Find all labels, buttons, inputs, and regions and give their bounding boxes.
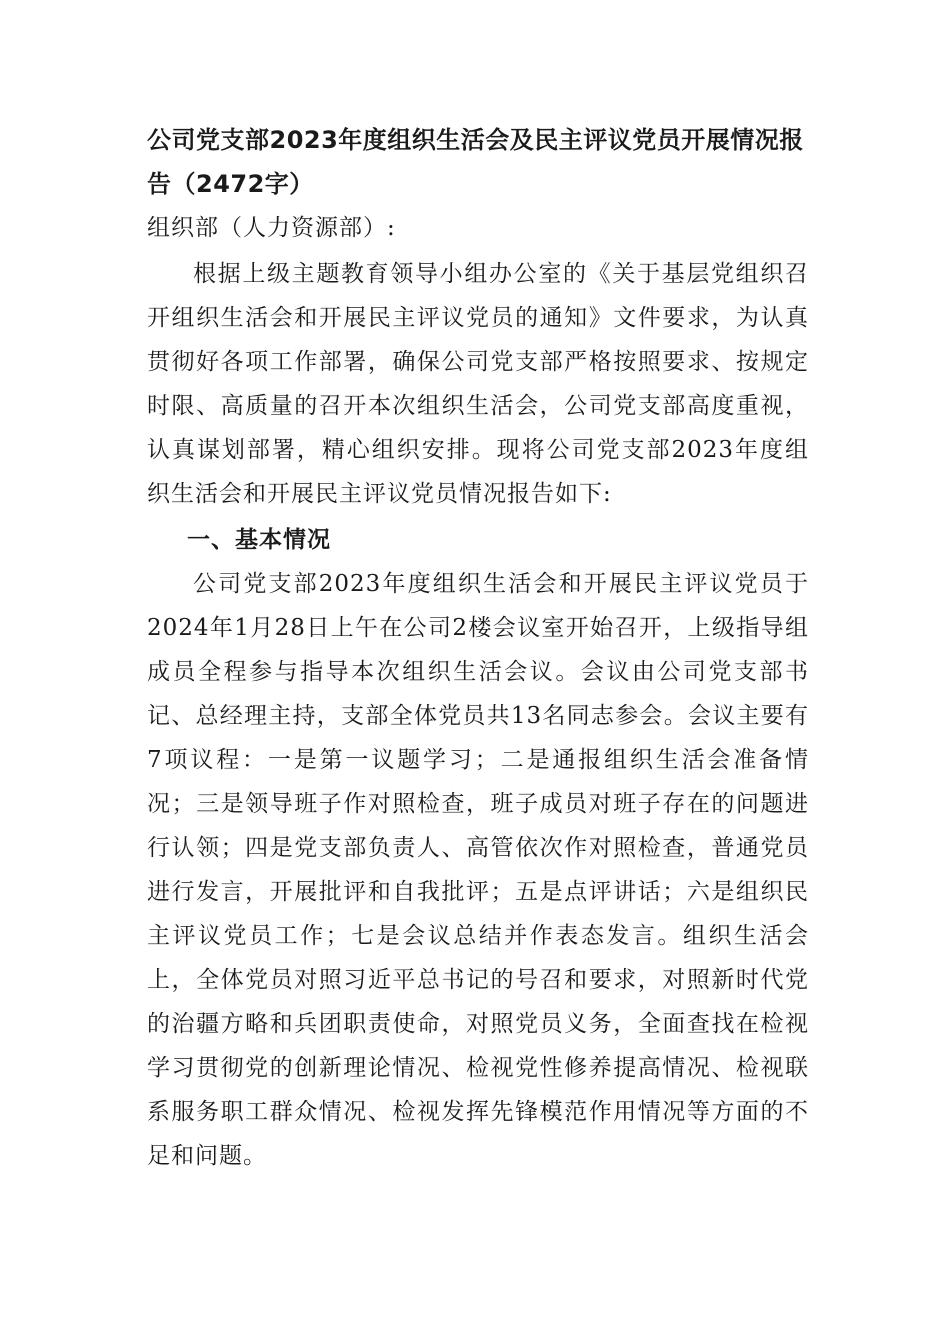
intro-paragraph: 根据上级主题教育领导小组办公室的《关于基层党组织召开组织生活会和开展民主评议党员的通知》文件要求，为认真贯彻好各项工作部署，确保公司党支部严格按照要求、按规定时限、高质量的召开本次组织生活会，公司党支部高度重视，认真谋划部署，精心组织安排。现将公司党支部2023年度组织生活会和开展民主评议党员情况报告如下:	[147, 261, 809, 507]
salutation: 组织部（人力资源部）:	[147, 215, 396, 241]
section-paragraph-basic-situation: 公司党支部2023年度组织生活会和开展民主评议党员于2024年1月28日上午在公司2楼会议室开始召开，上级指导组成员全程参与指导本次组织生活会议。会议由公司党支部书记、总经理主持，支部全体党员共13名同志参会。会议主要有7项议程：一是第一议题学习；二是通报组织生活会准备情况；三是领导班子作对照检查，班子成员对班子存在的问题进行认领；四是党支部负责人、高管依次作对照检查，普通党员进行发言，开展批评和自我批评；五是点评讲话；六是组织民主评议党员工作；七是会议总结并作表态发言。组织生活会上，全体党员对照习近平总书记的号召和要求，对照新时代党的治疆方略和兵团职责使命，对照党员义务，全面查找在检视学习贯彻党的创新理论情况、检视党性修养提高情况、检视联系服务职工群众情况、检视发挥先锋模范作用情况等方面的不足和问题。	[147, 571, 809, 1169]
document-title: 公司党支部2023年度组织生活会及民主评议党员开展情况报告（2472字）	[147, 126, 804, 198]
section-heading-basic-situation: 一、基本情况	[187, 527, 331, 553]
document-page	[147, 118, 809, 1178]
